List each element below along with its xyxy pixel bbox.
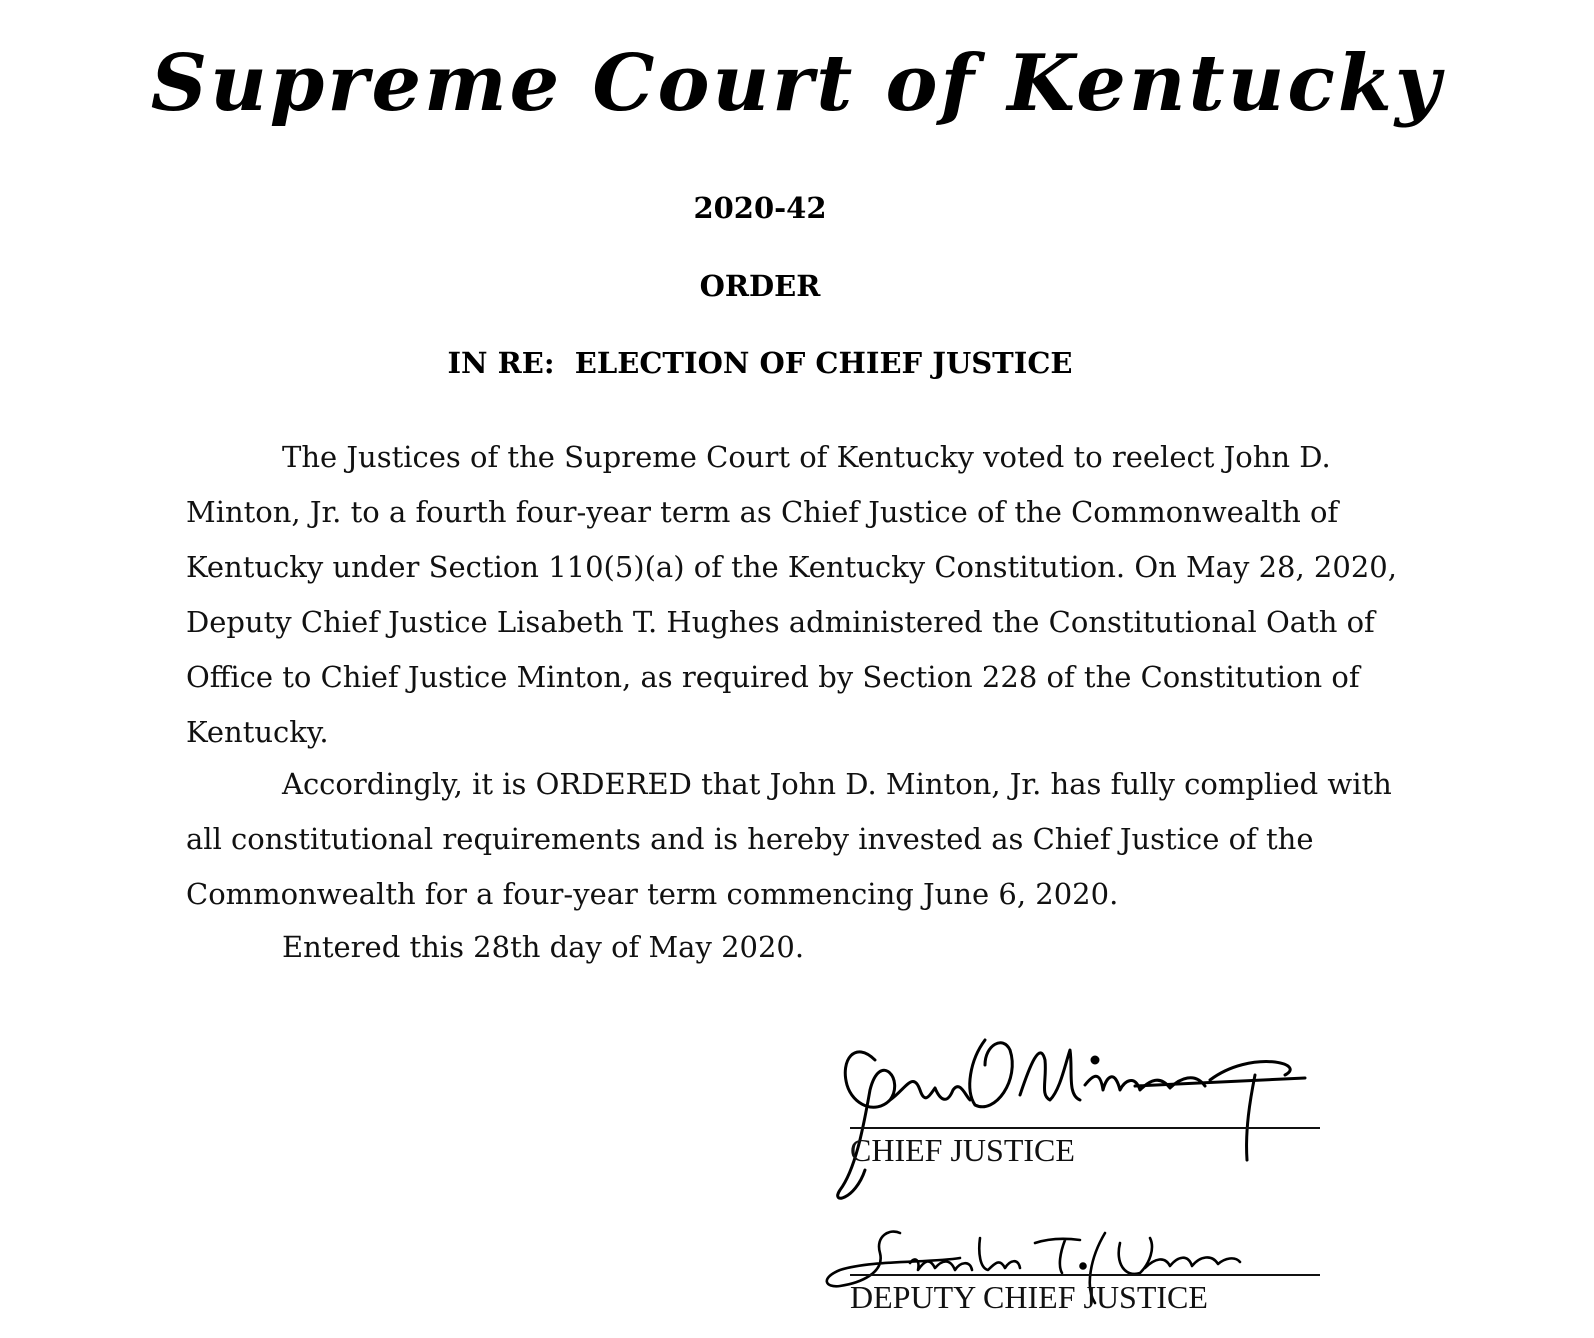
order-label: ORDER <box>699 269 821 303</box>
deputy-chief-justice-title: DEPUTY CHIEF JUSTICE <box>850 1279 1208 1315</box>
deputy-chief-justice-signature-line <box>850 1274 1320 1276</box>
chief-justice-signature-line <box>850 1127 1320 1129</box>
court-masthead: Supreme Court of Kentucky <box>150 38 1444 129</box>
chief-justice-signature <box>835 1020 1335 1210</box>
chief-justice-title: CHIEF JUSTICE <box>850 1132 1075 1168</box>
order-number: 2020-42 <box>693 191 827 225</box>
entered-date-paragraph: Entered this 28th day of May 2020. <box>282 930 805 964</box>
deputy-chief-justice-signature-name: Lisabeth T. Hughes <box>820 1218 828 1219</box>
chief-justice-signature-name: John D. Minton, Jr. <box>835 1020 843 1021</box>
body-paragraph-2: Accordingly, it is ORDERED that John D. Minton, Jr. has fully complied with all constitutional requirements and is hereby invested as Chief Justice of the Commonwealth for a four-year term commencing June 6, 2020. <box>186 767 1392 911</box>
body-paragraph-1: The Justices of the Supreme Court of Kentucky voted to reelect John D. Minton, Jr. to a fourth four-year term as Chief Justice of the Commonwealth of Kentucky under Section 110(5)(a) of the Kentucky Constitution. On May 28, 2020, Deputy Chief Justice Lisabeth T. Hughes administered the Constitutional Oath of Office to Chief Justice Minton, as required by Section 228 of the Constitution of Kentucky. <box>186 440 1397 749</box>
order-subject: IN RE: ELECTION OF CHIEF JUSTICE <box>447 346 1073 380</box>
